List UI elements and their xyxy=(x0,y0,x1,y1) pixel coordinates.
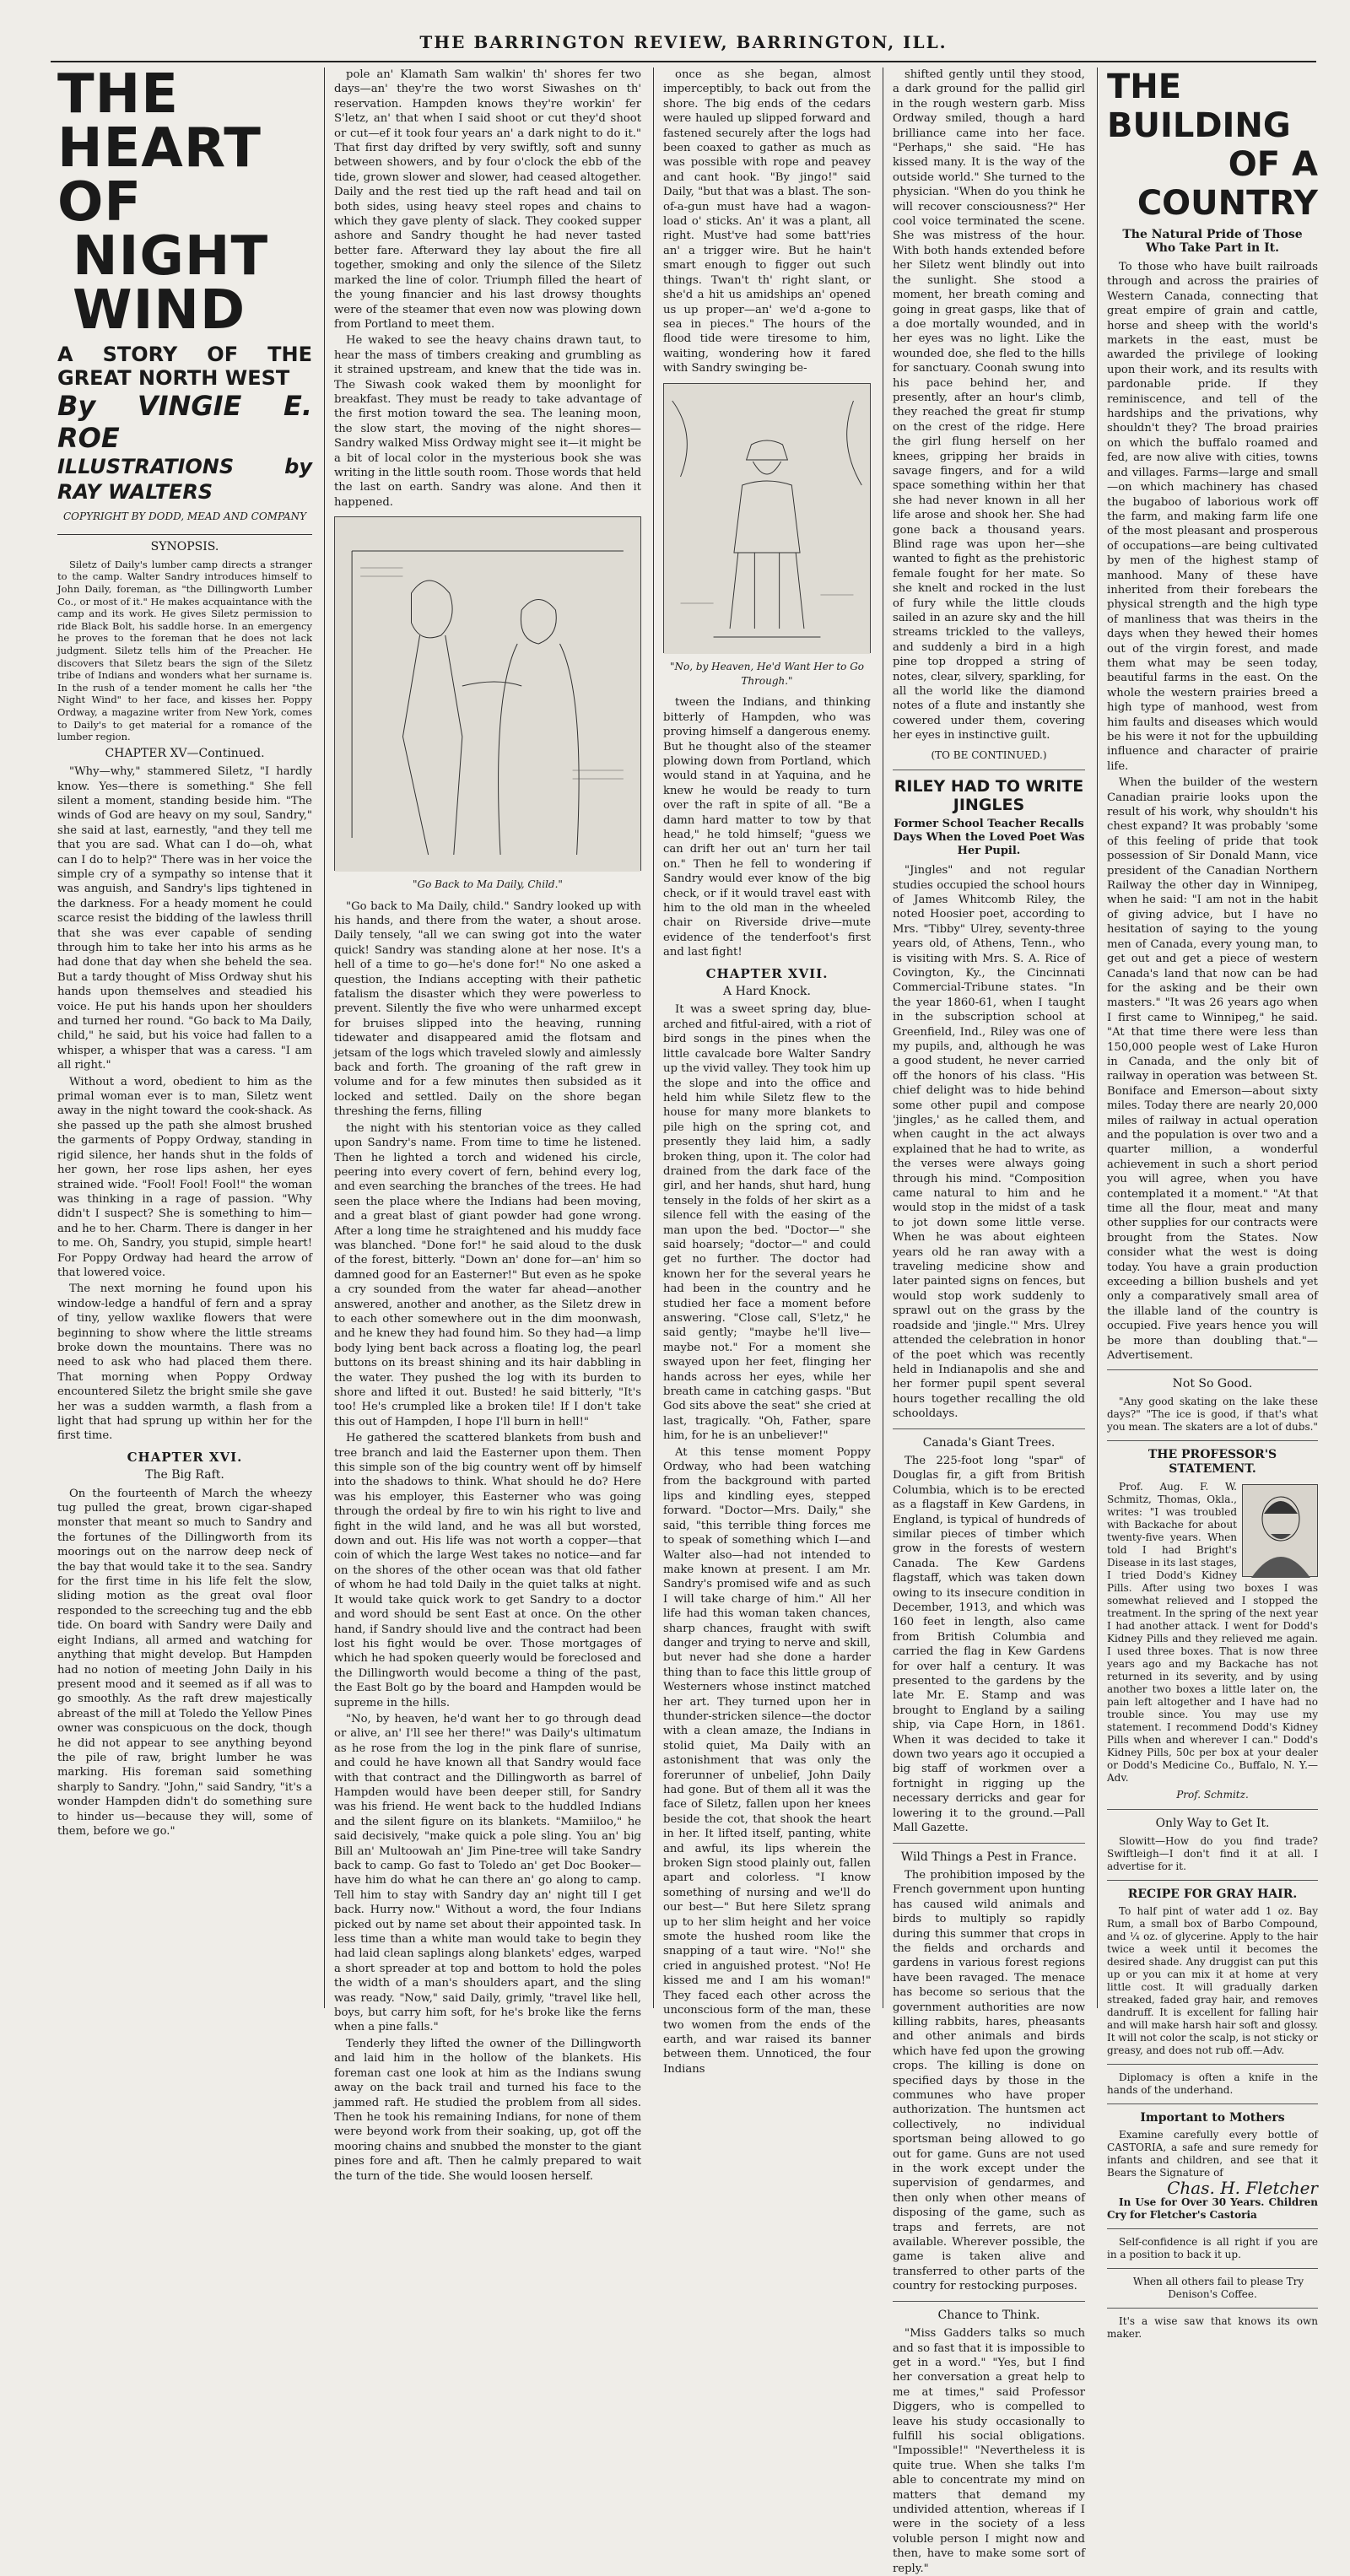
ad-subhead: The Natural Pride of Those Who Take Part in It. xyxy=(1122,228,1303,255)
professor-text: Prof. Aug. F. W. Schmitz, Thomas, Okla., writes: "I was troubled with Backache for about twenty-five years. When told I had Bright's Disease in its last stages, I tried Dodd's Kidney Pills. After using two boxes I was somewhat relieved and I stopped the treatment. In the spring of the next year I had another attack. I went for Dodd's Kidney Pills and they relieved me again. I used three boxes. That is now three years ago and my Backache has not returned in its severity, and by using another two boxes a little later on, the pain left altogether and I have had no trouble since. You may use my statement. I recommend Dodd's Kidney Pills when and wherever I can." Dodd's Kidney Pills, 50c per box at your dealer or Dodd's Medicine Co., Buffalo, N. Y.—Adv. xyxy=(1107,1480,1318,1784)
chapter-17-text-2: At this tense moment Poppy Ordway, who had been watching from the background with parted lips and kindling eyes, stepped forward. "Doctor—Mrs. Daily," she said, "this terrible thing forces me to speak of something which I—and Walter also—had not intended to make known at present. I am Mr. Sandry's promised wife and as such I will take charge of him." All her life had this woman taken chances, sharp chances, fraught with swift danger and trying to nerve and skill, but never had she done a harder thing than to face this little group of Westerners whose instinct matched her art. They turned upon her in thunder-stricken silence—the doctor with a clean amaze, the Indians in stolid quiet, Ma Daily with an astonishment that was only the forerunner of unbelief, John Daily had gone. But of them all it was the face of Siletz, fallen upon her knees beside the cot, that shook the heart in her. It lifted itself, panting, white and awful, its lips wherein the broken Sign stood plainly out, fallen apart and colorless. "I know something of nursing and we'll do our best—" But here Siletz sprang up to her slim height and her voice smote the hushed room like the snapping of a taut wire. "No!" she cried in anguished protest. "No! He kissed me and I am his woman!" They faced each other across the unconscious form of the man, these two women from the ends of the earth, and war raised its banner between them. Unnoticed, the four Indians xyxy=(663,1445,871,2076)
chapter-15-text-2: Without a word, obedient to him as the primal woman ever is to man, Siletz went away in the night toward the cook-shack. As she passed up the path she almost brushed the garments of Poppy Ordway, standing in rigid silence, her hands shut in the folds of her gown, her rose lips ashen, her eyes strained wide. "Fool! Fool! Fool!" the woman was thinking in a rage of passion. "Why didn't I suspect? She is something to him—and he to her. Charm. There is danger in her to me. Oh, Sandry, you stupid, simple heart! For Poppy Ordway had heard the arrow of that lowered voice. xyxy=(57,1075,312,1279)
professor-headline: THE PROFESSOR'S STATEMENT. xyxy=(1148,1447,1277,1477)
column-4 xyxy=(886,68,1092,2575)
synopsis-heading: SYNOPSIS. xyxy=(150,540,219,554)
col3-text-1: once as she began, almost imperceptibly, to back out from the shore. The big ends of the cedars were hauled up slipped forward and fastened securely after the logs had been coaxed to gather as much as was possible with rope and peavey and cant hook. "By jingo!" said Daily, "but that was a blast. The son-of-a-gun must have had a wagon-load o' sticks. An' it was a plant, all right. Must've had some batt'ries an' a trigger wire. But he hain't smart enough to figger out such things. Twan't th' right slant, or she'd a hit us amidships an' opened us up proper—an' we'd a-gone to sea in pieces." The hours of the flood tide were tiresome to him, waiting, wondering how it fared with Sandry swinging be- xyxy=(663,68,871,375)
riley-headline: RILEY HAD TO WRITE JINGLES xyxy=(894,777,1084,815)
column-2 xyxy=(327,68,648,2183)
chance-text: "Miss Gadders talks so much and so fast that it is impossible to get in a word." "Yes, but I find her conversation a great help to me at times," said Professor Diggers, who is compelled to leave his study occasionally to fulfill his social obligations. "Impossible!" "Nevertheless it is quite true. When she talks I'm able to concentrate my mind on matters that demand my undivided attention, whereas if I were in the society of a less voluble person I might now and then, have to make some sort of reply." xyxy=(893,2327,1085,2575)
gray-headline: RECIPE FOR GRAY HAIR. xyxy=(1127,1887,1298,1901)
col3-text-2: tween the Indians, and thinking bitterly of Hampden, who was proving himself a dangerous enemy. But he thought also of the steamer plowing down from Portland, which would stand in at Yaquina, and he knew he would be ready to turn over the raft in spite of all. "Be a damn hard matter to tow by that head," he told himself; "guess we can drift her out an' turn her tail on." Then he fell to wondering if Sandry would ever know of the big check, or if it would travel east with him to the old man in the wheeled chair on Riverside drive—mute evidence of the tenderfoot's first and last fight! xyxy=(663,696,871,959)
story-copyright: COPYRIGHT BY DODD, MEAD AND COMPANY xyxy=(62,510,307,522)
col2-text-1: the night with his stentorian voice as they called upon Sandry's name. From time to time he listened. Then he lighted a torch and widened his circle, peering into every covert of fern, behind every log, and even searching the branches of the trees. He had seen the place where the Indians had been moving, and a great blast of giant powder had gone wrong. After a long time he straightened and his muddy face was blanched. "Done for!" he said aloud to the dusk of the forest, bitterly. "Down an' done for—an' him so damned good for an Easterner!" But even as he spoke a cry sounded from the water far ahead—another answered, another and another, as the Siletz drew in to each other somewhere out in the dim moonwash, and he knew they had found him. So they had—a limp body lying bent back across a floating log, the pearl buttons on its breast shining and its hair dabbling in the water. They pushed the log with its burden to shore and lifted it out. Busted! he said bitterly, "It's too! He's crumpled like a broken tile! If I don't take this out of Hampden, I hope I'll burn in hell!" xyxy=(334,1121,641,1428)
column-5 xyxy=(1100,68,1325,2340)
col2-text-3: "No, by heaven, he'd want her to go through dead or alive, an' I'll see her there!" was Daily's ultimatum as he rose from the log in the pink flare of sunrise, and could he have known all that Sandry would face with that contract and the Dillingworth as barrel of Hampden would have been deeper still, for Sandry was his friend. He went back to the huddled Indians and the silent figure on its blankets. "Mamiiloo," he said decisively, "make quick a pole sling. You an' big Bill an' Multoowah an' Jim Pine-tree will take Sandry back to camp. Go fast to Toledo an' get Doc Booker—have him do what he can there an' go along to camp. Tell him to stay with Sandry day an' night till I get back. Hurry now." Without a word, the four Indians picked out by name set about their appointed task. In less time than a white man would take to begin they had laid clean saplings along blankets' edges, warped a short spreader at top and bottom to hold the poles the width of a man's shoulders apart, and the sling was ready. "Now," said Daily, grimly, "travel like hell, boys, but carry him soft, for he's broke like the ferns when a pine falls." xyxy=(334,1712,641,2034)
diplomacy-text: Diplomacy is often a knife in the hands of the underhand. xyxy=(1107,2071,1318,2096)
gray-text: To half pint of water add 1 oz. Bay Rum, a small box of Barbo Compound, and ¼ oz. of glycerine. Apply to the hair twice a week until it becomes the desired shade. Any druggist can put this up or you can mix it at home at very little cost. It will gradually darken streaked, faded gray hair, and removes dandruff. It is excellent for falling hair and will make harsh hair soft and glossy. It will not color the scalp, is not sticky or greasy, and does not rub off.—Adv. xyxy=(1107,1904,1318,2056)
chapter-17-subheading: A Hard Knock. xyxy=(723,985,811,999)
chapter-16-subheading: The Big Raft. xyxy=(145,1468,224,1482)
ad-text-2: When the builder of the western Canadian prairie looks upon the result of his work, why shouldn't his chest expand? It was probably 'some of this feeling of pride that took possession of Sir Donald Mann, vice president of the Canadian Northern Railway the other day in Winnipeg, when he said: "I am not in the habit of giving advice, but I have no hesitation of saying to the young men of Canada, every young man, to get out and get a piece of western Canada's land that now can be had for the asking and be their own masters." "It was 26 years ago when I first came to Winnipeg," he said. "At that time there were less than 150,000 people west of Lake Huron in Canada, and the only bit of railway in operation was between St. Boniface and Emerson—about sixty miles. Today there are nearly 20,000 miles of railway in actual operation and the population is over two and a quarter million, a wonderful achievement in such a short period you will agree, when you have contemplated it a moment." "At that time all the flour, meat and many other supplies for our contracts were brought from the States. Now consider what the west is doing today. You have a grain production exceeding a billion bushels and yet only a comparatively small area of the illable land of the country is occupied. Five years hence you will be more than doubling that."—Advertisement. xyxy=(1107,776,1318,1363)
col2-text-top: pole an' Klamath Sam walkin' th' shores fer two days—an' they're the two worst Siwashes on th' reservation. Hampden knows they're workin' fer S'letz, an' that when I said shoot or cut they'd shoot or cut—ef it took four years an' a dark night to do it." That first day drifted by very swiftly, soft and sunny between showers, and by four o'clock the ebb of the tide, grown slower and slower, had ceased altogether. Daily and the rest tied up the raft head and tail on both sides, using heavy steel ropes and chains to which they gave plenty of slack. They cooked supper ashore and Sandry thought he had never tasted better fare. Afterward they lay about the fire all together, smoking and only the silence of the Siletz marked the line of color. Triumph filled the heart of the young financier and his last drowsy thoughts were of the steamer that even now was plowing down from Portland to meet them. xyxy=(334,68,641,331)
col2-text-bottom: "Go back to Ma Daily, child." Sandry looked up with his hands, and there from the water, a shout arose. Daily tensely, "all we can swing got into the water quick! Sandry was standing alone at her nose. It's a hell of a time to go—he's done for!" No one asked a question, the Indians accepting with their pathetic fatalism the disaster which they were powerless to prevent. Silently the five who were unharmed except for bruises slipped into the heaving, running tidewater and disappeared amid the flotsam and jetsam of the logs which traveled slowly and aimlessly back and forth. The groaning of the raft grew in volume and for a few minutes then subsided as it locked and settled. Daily on the shore began threshing the ferns, filling xyxy=(334,899,641,1119)
onlyway-headline: Only Way to Get It. xyxy=(1155,1817,1270,1831)
column-3 xyxy=(656,68,878,2076)
wise-text: It's a wise saw that knows its own maker. xyxy=(1107,2314,1318,2340)
ad-text: To those who have built railroads through and across the prairies of Western Canada, connecting that great empire of grain and cattle, horse and sheep with the world's markets in the east, must be awarded the privilege of looking upon their work, and its results with pardonable pride. If they reminiscence, and tell of the hardships and the privations, why shouldn't they? The broad prairies on which the buffalo roamed and fed, are now alive with cities, towns and villages. Farms—large and small—on which machinery has chased the bugaboo of laborious work off the farm, and making farm life one of the most pleasant and prosperous of occupations—are being cultivated by men of the highest stamp of manhood. Many of these have inherited from their forebears the physical strength and the high type of manliness that was theirs in the days when they hewed their homes out of the virgin forest, and made them what may be seen today, beautiful farms in the east. On the whole the western prairies breed a high type of manhood, west from him faults and diseases which would be his were it not for the upbuilding influence and character of prairie life. xyxy=(1107,261,1318,773)
notsogood-text: "Any good skating on the lake these days?" "The ice is good, if that's what you mean. The skaters are a lot of dubs." xyxy=(1107,1395,1318,1433)
col2-text-top-2: He waked to see the heavy chains drawn taut, to hear the mass of timbers creaking and grumbling as it strained upstream, and knew that the tide was in. The Siwash cook waked them by moonlight for breakfast. They must be ready to take advantage of the first motion toward the sea. The leaning moon, the slow start, the moving of the night shores—Sandry walked Miss Ordway might see it—it might be a bit of local color in the mysterious book she was writing in the little south room. Those words that held the last on earth. Sandry was alone. And then it happened. xyxy=(334,334,641,509)
mothers-tail: In Use for Over 30 Years. Children Cry for Fletcher's Castoria xyxy=(1107,2195,1318,2221)
mothers-text: Examine carefully every bottle of CASTORIA, a safe and sure remedy for infants and children, and see that it Bears the Signature of xyxy=(1107,2129,1318,2179)
notsogood-headline: Not So Good. xyxy=(1172,1377,1253,1391)
story-illustrator: ILLUSTRATIONS by RAY WALTERS xyxy=(57,455,312,504)
story-byline: By VINGIE E. ROE xyxy=(57,390,312,454)
spar-headline: Canada's Giant Trees. xyxy=(922,1435,1056,1450)
synopsis-text: Siletz of Daily's lumber camp directs a stranger to the camp. Walter Sandry introduces himself to John Daily, foreman, as "the Dillingworth Lumber Co., or most of it." He makes acquaintance with the camp and its work. He gives Siletz permission to ride Black Bolt, his saddle horse. In an emergency he proves to the foreman that he does not lack judgment. Siletz tells him of the Preacher. He discovers that Siletz bears the sign of the Siletz tribe of Indians and wonders what her surname is. In the rush of a tender moment he calls her "the Night Wind" to her face, and kisses her. Poppy Ordway, a magazine writer from New York, comes to Daily's to get material for a romance of the lumber region. xyxy=(57,558,312,743)
chapter-15-text: "Why—why," stammered Siletz, "I hardly know. Yes—there is something." She fell silent a moment, standing beside him. "The winds of God are heavy on my soul, Sandry," she said at last, earnestly, "and they tell me that you are sad. What can I do—oh, what can I do to help?" There was in her voice the simple cry of a sympathy so intense that it was anguish, and Sandry's lips tightened in the darkness. For a heady moment he could scarce resist the bidding of the lawless thrill that she was ever capable of sending through him to take her into his arms as he had done that day when she beheld the sea. But a tardy thought of Miss Ordway shut his hands upon themselves and steadied his voice. He put his hands upon her shoulders and turned her round. "Go back to Ma Daily, child," he said, but his voice had fallen to a whisper, a whisper that was a caress. "I am all right." xyxy=(57,765,312,1072)
selfconf-text: Self-confidence is all right if you are in a position to back it up. xyxy=(1107,2235,1318,2260)
ad-title-line-2: OF A COUNTRY xyxy=(1137,145,1318,223)
professor-portrait xyxy=(1242,1484,1318,1577)
ad-title-line-1: THE BUILDING xyxy=(1107,68,1291,145)
pests-headline: Wild Things a Pest in France. xyxy=(900,1850,1077,1864)
spar-text: The 225-foot long "spar" of Douglas fir, a gift from British Columbia, which is to be erected as a flagstaff in Kew Gardens, in England, is typical of hundreds of similar pieces of timber which grow in the forests of western Canada. The Kew Gardens flagstaff, which was taken down owing to its insecure condition in December, 1913, and which was 160 feet in length, also came from British Columbia and carried the flag in Kew Gardens for over half a century. It was presented to the gardens by the late Mr. E. Stamp and was brought to England by a sailing ship, via Cape Horn, in 1861. When it was decided to take it down two years ago it occupied a big staff of workmen over a fortnight in rigging up the necessary derricks and gear for lowering it to the ground.—Pall Mall Gazette. xyxy=(893,1454,1085,1835)
to-be-continued: (TO BE CONTINUED.) xyxy=(931,748,1047,761)
chance-headline: Chance to Think. xyxy=(937,2308,1040,2322)
chapter-16-heading: CHAPTER XVI. xyxy=(127,1449,243,1465)
pests-text: The prohibition imposed by the French government upon hunting has caused wild animals and birds to multiply so rapidly during this summer that crops in the fields and orchards and gardens in various forest regions have been ravaged. The menace has become so serious that the government authorities are now killing rabbits, hares, pheasants and other animals and birds which have fed upon the growing crops. The killing is done on specified days by those in the communes who have proper authorization. The huntsmen act collectively, no individual sportsman being allowed to go out for game. Guns are not used in the work except under the supervision of gendarmes, and then only when other means of disposing of the game, such as traps and ferrets, are not available. Wherever possible, the game is taken alive and transferred to other parts of the country for restocking purposes. xyxy=(893,1868,1085,2293)
illustration-go-back xyxy=(334,516,641,871)
col2-text-4: Tenderly they lifted the owner of the Dillingworth and laid him in the hollow of the blankets. His foreman cast one look at him as the Indians swung away on the back trail and turned his face to the jammed raft. He studied the problem from all sides. Then he took his remaining Indians, for none of them were beyond work from their soaking, up, got off the mooring chains and snubbed the monster to the giant pines fore and aft. Then he calmly prepared to wait the turn of the tide. She would loosen herself. xyxy=(334,2037,641,2183)
column-1 xyxy=(51,63,319,2008)
riley-text: "Jingles" and not regular studies occupied the school hours of James Whitcomb Riley, the noted Hoosier poet, according to Mrs. "Tibby" Ulrey, seventy-three years old, of Athens, Tenn., who is visiting with Mrs. S. A. Rice of Covington, Ky., the Cincinnati Commercial-Tribune states. "In the year 1860-61, when I taught in the subscription school at Greenfield, Ind., Riley was one of my pupils, and, although he was a good student, he never carried off the honors of his class. "His chief delight was to hide behind some other pupil and compose 'jingles,' as he called them, and when caught in the act always explained that he had to write, as the verses were always going through his mind. "Composition came natural to him and he would stop in the midst of a task to jot down some little verse. When he was about eighteen years old he ran away with a traveling medicine show and later painted signs on fences, but would stop work suddenly to sprawl out on the grass by the roadside and 'jingle.'" Mrs. Ulrey attended the celebration in honor of the poet which was recently held in Indianapolis and she and her former pupil spent several hours together recalling the old schooldays. xyxy=(893,864,1085,1421)
story-title-block xyxy=(57,63,312,535)
mothers-headline: Important to Mothers xyxy=(1140,2110,1285,2125)
col4-story-text: shifted gently until they stood, a dark ground for the pallid girl in the rough western garb. Miss Ordway smiled, though a hard brilliance came into her face. "Perhaps," she said. "He has kissed many. It is the way of the outside world." She turned to the physician. "When do you think he will recover consciousness?" Her cool voice terminated the scene. She was mistress of the hour. With both hands extended before her Siletz went blindly out into the sunlight. She stood a moment, her breath coming and going in great gasps, like that of a doe mortally wounded, and in her eyes was no light. Like the wounded doe, she fled to the hills for sanctuary. Coonah swung into his pace behind her, and presently, after an hour's climb, they reached the great fir stump on the crest of the ridge. Here the girl flung herself on her knees, gripping her braids in savage fingers, and for a wild space something within her that she had never known in all her life arose and shook her. She had gone back a thousand years. Blind rage was upon her—she wanted to fight as the prehistoric female fought for her mate. So she knelt and rocked in the lust of fury while the little clouds sailed in an azure sky and the hill streams trickled to the valleys, and suddenly a bird in a high pine top dropped a string of notes, clear, silvery, sparkling, for all the world like the diamond notes of a flute and instantly she cowered under them, covering her eyes in instinctive guilt. xyxy=(893,68,1085,743)
illustration-no-by-heaven xyxy=(663,383,871,653)
chapter-17-heading: CHAPTER XVII. xyxy=(705,965,829,981)
fletcher-signature: Chas. H. Fletcher xyxy=(1167,2178,1318,2199)
onlyway-text: Slowitt—How do you find trade? Swiftleigh—I don't find it at all. I advertise for it. xyxy=(1107,1834,1318,1872)
chapter-15-text-3: The next morning he found upon his window-ledge a handful of fern and a spray of tiny, yellow waxlike flowers that were beginning to show where the little streams broke down the mountains. There was no need to ask who had placed them there. That morning when Poppy Ordway encountered Siletz the bright smile she gave her was a sudden warmth, a flash from a light that had sprung up within her for the first time. xyxy=(57,1283,312,1443)
illustration-no-by-heaven-caption: "No, by Heaven, He'd Want Her to Go Through." xyxy=(669,660,865,687)
masthead: THE BARRINGTON REVIEW, BARRINGTON, ILL. xyxy=(51,32,1316,62)
col2-text-2: He gathered the scattered blankets from bush and tree branch and laid the Easterner upon them. Then this simple son of the big country went off by himself into the shadows to think. What should he do? Here was his employer, this Easterner who was going through the ordeal by fire to win his right to live and fight in the wild land, and he was all but worsted, down and out. His life was not worth a copper—that coin of which the large West takes no notice—and far on the shores of the other ocean was that old father of whom he had told Daily in the quiet talks at night. It would take quick work to get Sandry to a doctor and word should be sent East at once. On the other hand, if Sandry should live and the contract had been lost his fight would be over. Those mortgages of which he had spoken queerly would be foreclosed and the Dillingworth would become a thing of the past, the East Bolt go by the board and Hampden would be supreme in the hills. xyxy=(334,1432,641,1709)
story-title-line-2: NIGHT WIND xyxy=(73,225,269,342)
chapter-16-text: On the fourteenth of March the wheezy tug pulled the great, brown cigar-shaped monster that meant so much to Sandry and the fortunes of the Dillingworth from its moorings out on the narrow deep neck of the bay that would take it to the sea. Sandry for the first time in his life felt the slow, sliding motion as the great oval floor responded to the screeching tug and the ebb tide. On board with Sandry were Daily and eight Indians, all armed and watching for anything that might develop. But Hampden had no notion of meeting John Daily in his present mood and it seemed as if all was to go smoothly. As the raft drew majestically abreast of the mill at Toledo the Yellow Pines owner was conspicuous on the dock, though he did not appear to see anything beyond the pile of raw, bright lumber he was marking. His foreman said something sharply to Sandry. "John," said Sandry, "it's a wonder Hampden didn't do something sure to hinder us—because they will, some of them, before we go." xyxy=(57,1487,312,1838)
chapter-15-heading: CHAPTER XV—Continued. xyxy=(105,746,265,760)
riley-subhead: Former School Teacher Recalls Days When the Loved Poet Was Her Pupil. xyxy=(893,818,1085,858)
story-title-line-1: THE HEART OF xyxy=(57,63,262,234)
chapter-17-text: It was a sweet spring day, blue-arched and fitful-aired, with a riot of bird songs in the pines when the little cavalcade bore Walter Sandry up the vivid valley. They took him up the slope and into the office and held him while Siletz flew to the house for many more blankets to pile high on the spring cot, and presently they laid him, a sadly broken thing, upon it. The color had drained from the dark face of the girl, and her hands, shut hard, hung tensely in the folds of her skirt as a silence fell with the easing of the man upon the bed. "Doctor—" she said hoarsely; "doctor—" and could get no further. The doctor had known her for the several years he had been in the country and he studied her face a moment before answering. "Close call, S'letz," he said gently; "maybe he'll live—maybe not." For a moment she swayed upon her feet, flinging her hands across her eyes, while her breath came in catching gasps. "But God sits above the seat" she cried at last, tragically. "Oh, Father, spare him, for he is an unbeliever!" xyxy=(663,1003,871,1443)
story-subtitle: A STORY OF THE GREAT NORTH WEST xyxy=(57,343,312,390)
professor-portrait-label: Prof. Schmitz. xyxy=(1176,1788,1249,1801)
illustration-go-back-caption: "Go Back to Ma Daily, Child." xyxy=(413,878,563,891)
coffee-text: When all others fail to please Try Denison's Coffee. xyxy=(1132,2275,1304,2300)
